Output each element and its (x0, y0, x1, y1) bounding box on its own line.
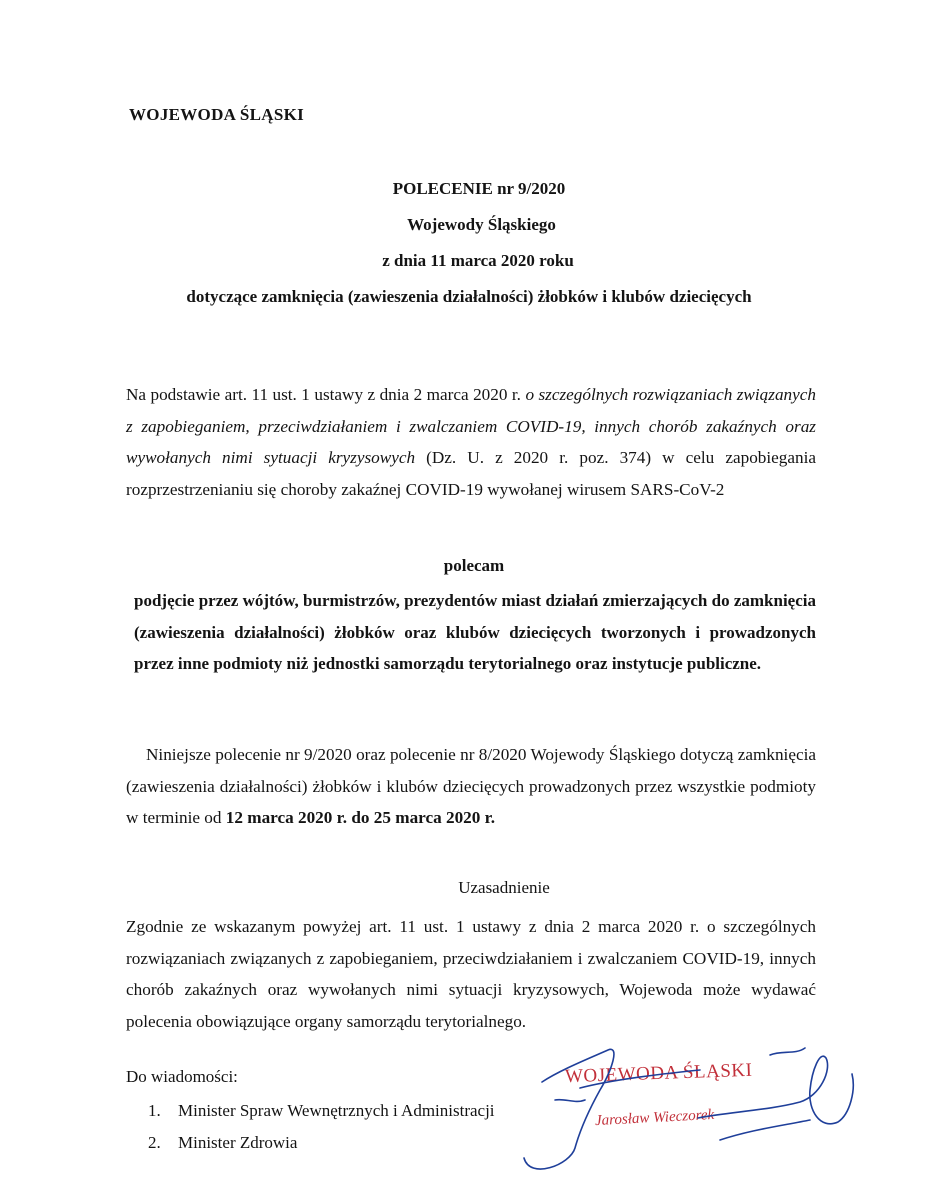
stamp-title: WOJEWODA ŚLĄSKI (564, 1059, 753, 1088)
scope-period: 12 marca 2020 r. do 25 marca 2020 r. (225, 808, 496, 827)
scope-paragraph (126, 739, 816, 834)
cc-item-text: Minister Zdrowia (178, 1133, 298, 1152)
cc-list (148, 1099, 495, 1163)
act-title: o szczególnych rozwiązaniach związanych z zapobieganiem, przeciwdziałaniem i zwalczaniem COVID-19, innych chorób zakaźnych oraz wywołanych nimi sytuacji kryzysowych (126, 385, 816, 467)
title-date: z dnia 11 marca 2020 roku (382, 251, 574, 270)
legal-basis-paragraph (126, 379, 816, 505)
handwritten-signature (520, 1030, 860, 1190)
cc-item-number: 2. (148, 1133, 161, 1152)
justification-heading: Uzasadnienie (458, 878, 550, 897)
order-keyword: polecam (443, 556, 505, 575)
scope-text: Niniejsze polecenie nr 9/2020 oraz polecenie nr 8/2020 Wojewody Śląskiego dotyczą zamknięcia (zawieszenia działalności) żłobków i klubów dziecięcych prowadzonych przez wszystkie podmioty w terminie od (126, 745, 816, 827)
cc-list-item (148, 1099, 495, 1131)
issuing-authority: WOJEWODA ŚLĄSKI (129, 105, 305, 124)
justification-paragraph: Zgodnie ze wskazanym powyżej art. 11 ust. 1 ustawy z dnia 2 marca 2020 r. o szczególnych rozwiązaniach związanych z zapobieganiem, przeciwdziałaniem i zwalczaniem COVID-19, innych chorób zakaźnych oraz wywołanych nimi sytuacji kryzysowych, Wojewoda może wydawać polecenia obowiązujące organy samorządu terytorialnego. (126, 917, 816, 1031)
legal-basis-reference: (Dz. U. z 2020 r. poz. 374) w celu zapobiegania rozprzestrzenianiu się choroby zakaźnej COVID-19 wywołanej wirusem SARS-CoV-2 (126, 448, 816, 499)
cc-item-text: Minister Spraw Wewnętrznych i Administracji (178, 1101, 495, 1120)
order-content: podjęcie przez wójtów, burmistrzów, prezydentów miast działań zmierzających do zamknięcia (zawieszenia działalności) żłobków oraz klubów dziecięcych tworzonych i prowadzonych przez inne podmioty niż jednostki samorządu terytorialnego oraz instytucje publiczne. (134, 591, 816, 673)
cc-item-number: 1. (148, 1101, 161, 1120)
cc-list-item (148, 1131, 495, 1163)
title-issuer: Wojewody Śląskiego (407, 215, 556, 234)
document-title (0, 178, 928, 322)
legal-basis-intro: Na podstawie art. 11 ust. 1 ustawy z dnia 2 marca 2020 r. (126, 385, 526, 404)
stamp-name: Jarosław Wieczorek (594, 1106, 715, 1130)
cc-label: Do wiadomości: (126, 1067, 238, 1086)
title-order-number: POLECENIE nr 9/2020 (392, 179, 566, 198)
official-stamp (520, 1030, 860, 1190)
title-subject: dotyczące zamknięcia (zawieszenia działalności) żłobków i klubów dziecięcych (186, 287, 752, 306)
